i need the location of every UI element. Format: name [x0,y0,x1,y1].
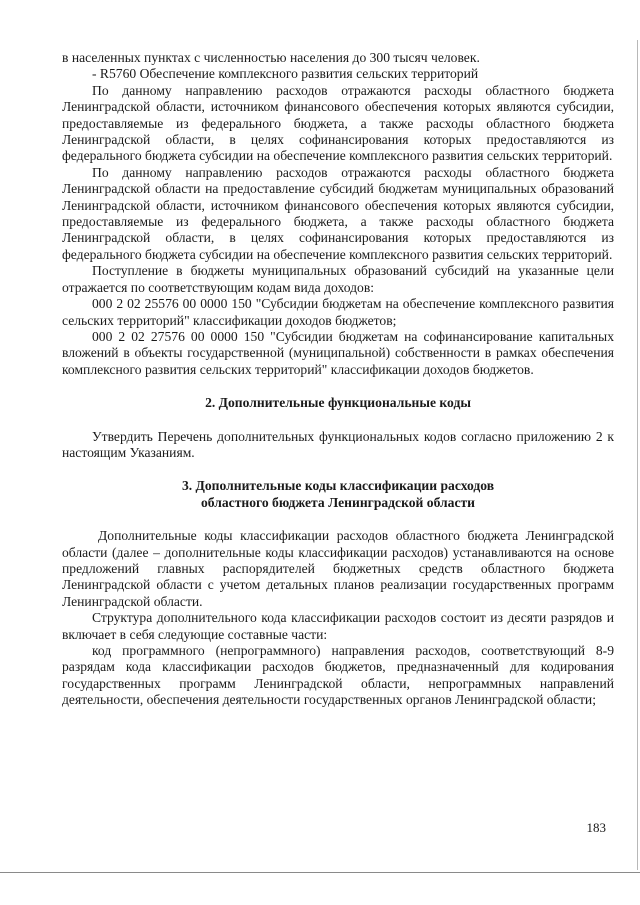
page-number: 183 [586,820,606,835]
section-3-paragraph-3: код программного (непрограммного) направления расходов, соответствующий 8-9 разрядам кода классификации расходов бюджетов, предназначенный для кодирования государственных программ Ленинградской области, непрограммных направлений деятельности, обеспечения деятельности государственных органов Ленинградской области; [62,643,614,708]
paragraph-revenue-intro: Поступление в бюджеты муниципальных образований субсидий на указанные цели отражается по соответствующим кодам вида доходов: [62,263,614,295]
section-3-paragraph-1: Дополнительные коды классификации расходов областного бюджета Ленинградской области (далее – дополнительные коды классификации расходов) устанавливаются на основе предложений главных распорядителей бюджетных средств областного бюджета Ленинградской области с учетом детальных планов реализации государственных программ Ленинградской области. [62,528,614,609]
scan-bottom-line [0,872,640,873]
section-3-paragraph-2: Структура дополнительного кода классификации расходов состоит из десяти разрядов и включает в себя следующие составные части: [62,610,614,642]
paragraph-code-r5760: - R5760 Обеспечение комплексного развития сельских территорий [92,66,479,82]
section-2-heading: 2. Дополнительные функциональные коды [205,395,471,411]
paragraph-continuation: в населенных пунктах с численностью населения до 300 тысяч человек. [62,50,480,65]
section-3-heading-line-2: областного бюджета Ленинградской области [201,494,475,510]
paragraph-direction-1: По данному направлению расходов отражаются расходы областного бюджета Ленинградской области, источником финансового обеспечения которых являются субсидии, предоставляемые из федерального бюджета, а также расходы областного бюджета Ленинградской области, в целях софинансирования которых предоставляются из федерального бюджета субсидии на обеспечение комплексного развития сельских территорий. [62,82,614,164]
spacer [62,461,614,478]
paragraph-revenue-code-1: 000 2 02 25576 00 0000 150 "Субсидии бюджетам на обеспечение комплексного развития сельских территорий" классификации доходов бюджетов; [62,296,614,328]
spacer [62,412,614,429]
paragraph-direction-2: По данному направлению расходов отражаются расходы областного бюджета Ленинградской области на предоставление субсидий бюджетам муниципальных образований Ленинградской области, источником финансового обеспечения которых являются субсидии, предоставляемые из федерального бюджета, а также расходы областного бюджета Ленинградской области, в целях софинансирования которых предоставляются из федерального бюджета субсидии на обеспечение комплексного развития сельских территорий. [62,164,614,262]
scan-edge-line [637,40,638,870]
paragraph-revenue-code-2: 000 2 02 27576 00 0000 150 "Субсидии бюджетам на софинансирование капитальных вложений в объекты государственной (муниципальной) собственности в рамках обеспечения комплексного развития сельских территорий" классификации доходов бюджетов. [62,328,614,377]
document-body [62,50,614,709]
spacer [62,511,614,528]
section-3-heading-line-1: 3. Дополнительные коды классификации расходов [181,478,495,494]
section-2-paragraph: Утвердить Перечень дополнительных функциональных кодов согласно приложению 2 к настоящим Указаниям. [62,428,614,460]
spacer [62,378,614,395]
